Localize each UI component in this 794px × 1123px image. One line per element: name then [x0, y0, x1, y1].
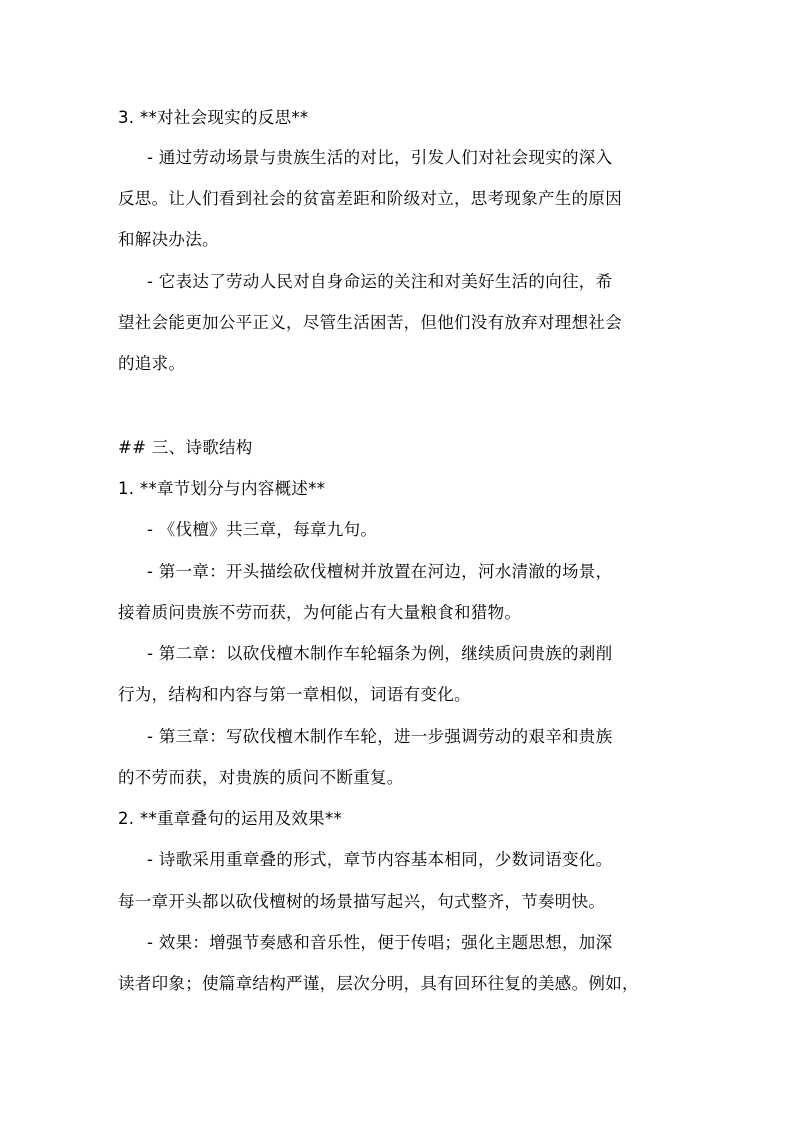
paragraph-line: - 它表达了劳动人民对自身命运的关注和对美好生活的向往，希	[147, 272, 613, 291]
paragraph-line: 的追求。	[118, 354, 186, 373]
paragraph-line: 望社会能更加公平正义，尽管生活困苦，但他们没有放弃对理想社会	[118, 313, 622, 332]
paragraph-line: 接着质问贵族不劳而获，为何能占有大量粮食和猎物。	[118, 603, 522, 622]
heading-social-reflection: 3. **对社会现实的反思**	[118, 108, 309, 127]
paragraph-line: - 效果：增强节奏感和音乐性，便于传唱；强化主题思想，加深	[147, 933, 613, 952]
paragraph-line: 读者印象；使篇章结构严谨，层次分明，具有回环往复的美感。例如，	[118, 974, 639, 993]
heading-chapter-division: 1. **章节划分与内容概述**	[118, 479, 326, 498]
paragraph-line: 行为，结构和内容与第一章相似，词语有变化。	[118, 685, 471, 704]
section-heading-structure: ## 三、诗歌结构	[118, 438, 253, 457]
paragraph-line: - 第二章：以砍伐檀木制作车轮辐条为例，继续质问贵族的剥削	[147, 644, 613, 663]
paragraph-line: 反思。让人们看到社会的贫富差距和阶级对立，思考现象产生的原因	[118, 189, 622, 208]
paragraph-line: - 诗歌采用重章叠的形式，章节内容基本相同，少数词语变化。	[147, 850, 613, 869]
paragraph-line: - 通过劳动场景与贵族生活的对比，引发人们对社会现实的深入	[147, 148, 613, 167]
paragraph-line: - 《伐檀》共三章，每章九句。	[147, 520, 378, 539]
paragraph-line: 的不劳而获，对贵族的质问不断重复。	[118, 768, 404, 787]
paragraph-line: - 第一章：开头描绘砍伐檀树并放置在河边，河水清澈的场景，	[147, 562, 613, 581]
paragraph-line: 和解决办法。	[118, 230, 219, 249]
heading-repetition: 2. **重章叠句的运用及效果**	[118, 809, 343, 828]
paragraph-line: - 第三章：写砍伐檀木制作车轮，进一步强调劳动的艰辛和贵族	[147, 727, 613, 746]
paragraph-line: 每一章开头都以砍伐檀树的场景描写起兴，句式整齐，节奏明快。	[118, 892, 606, 911]
